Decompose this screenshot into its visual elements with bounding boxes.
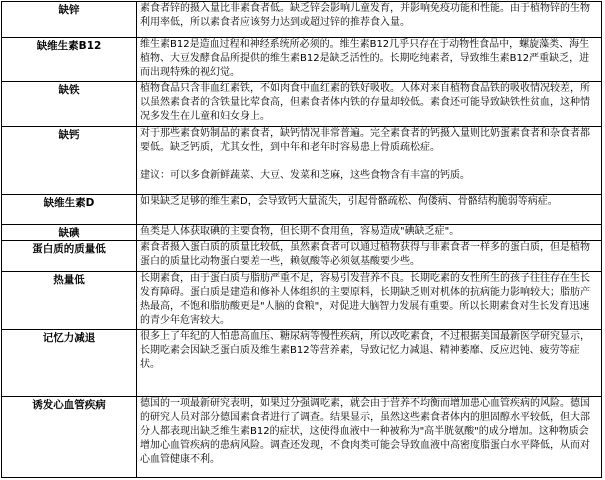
row-description: 德国的一项最新研究表明，如果过分强调吃素，就会由于营养不均衡而增加患心血管疾病的风险。德国的研究人员对部分德国素食者进行了调查。结果显示，虽然这些素食者体内的胆固醇水平较低，但大部分人都表现出缺乏维生素B12的症状，这使得血液中一种被称为"高半胱氨酸"的成分增加。这种物质会增加心血管疾病的患病风险。调查还发现，不食肉类可能会导致血液中高密度脂蛋白水平降低，从而对心血管健康不利。	[140, 398, 590, 465]
table-row	[2, 195, 601, 225]
row-heading: 缺锌	[2, 2, 137, 37]
table-row	[2, 330, 601, 397]
row-heading: 蛋白质的质量低	[2, 241, 137, 271]
nutrition-table	[1, 1, 602, 478]
table-row	[2, 272, 601, 330]
row-heading: 缺钙	[2, 127, 137, 194]
row-heading: 热量低	[2, 272, 137, 329]
table-row	[2, 38, 601, 82]
row-heading: 缺维生素D	[2, 195, 137, 224]
row-description: 维生素B12是造血过程和神经系统所必须的。维生素B12几乎只存在于动物性食品中，螺旋藻类、海生植物、大豆发酵食品所提供的维生素B12是缺乏活性的。长期吃纯素者，导致维生素B12严重缺乏，进而出现特殊的视幻觉。	[140, 39, 590, 78]
table-row	[2, 241, 601, 272]
row-description: 长期素食，由于蛋白质与脂肪严重不足，容易引发营养不良。长期吃素的女性所生的孩子往往存在生长发育障碍。蛋白质是建造和修补人体组织的主要原料，长期缺乏则对机体的抗病能力影响较大；脂肪产热最高，不饱和脂肪酸更是"人脑的食粮"，对促进大脑智力发展有重要。所以长期素食对生长发育迅速的青少年危害较大。	[140, 273, 590, 326]
row-description: 如果缺乏足够的维生素D，会导致钙大量流失，引起骨骼疏松、佝偻病、骨骼结构脆弱等病症。	[140, 196, 558, 207]
row-heading: 诱发心血管疾病	[2, 397, 137, 477]
row-description: 很多上了年纪的人怕患高血压、糖尿病等慢性疾病，所以改吃素食，不过根据美国最新医学研究显示，长期吃素会因缺乏蛋白质及维生素B12等营养素，导致记忆力减退、精神萎靡、反应迟钝、疲劳等症状。	[140, 331, 590, 370]
table-row	[2, 225, 601, 241]
row-description: 素食者摄入蛋白质的质量比较低，虽然素食者可以通过植物获得与非素食者一样多的蛋白质，但是植物蛋白的质量比动物蛋白要差一些，赖氨酸等必须氨基酸要少些。	[140, 242, 590, 267]
row-description: 素食者锌的摄入量比非素食者低。缺乏锌会影响儿童发育，并影响免疫功能和性能。由于植物锌的生物利用率低，所以素食者应该努力达到或超过锌的推荐食入量。	[140, 3, 590, 28]
table-row	[2, 82, 601, 127]
row-heading: 记忆力减退	[2, 330, 137, 396]
table-row	[2, 2, 601, 38]
row-heading: 缺铁	[2, 82, 137, 126]
row-description: 植物食品只含非血红素铁，不如肉食中血红素的铁好吸收。人体对来自植物食品铁的吸收情况较差，所以虽然素食者的含铁量比荤食高，但素食者体内铁的存量却较低。素食还可能导致缺铁性贫血，这种情况多发生在儿童和妇女身上。	[140, 83, 590, 122]
row-heading: 缺维生素B12	[2, 38, 137, 81]
row-description: 对于那些素食奶制品的素食者，缺钙情况非常普遍。完全素食者的钙摄入量则比奶蛋素食者和杂食者都要低。缺乏钙质，尤其女性，到中年和老年时容易患上骨质疏松症。 建议：可以多食新鲜蔬菜、大豆、发菜和芝麻，这些食物含有丰富的钙质。	[140, 128, 590, 181]
row-heading: 缺碘	[2, 225, 137, 240]
table-row	[2, 127, 601, 195]
table-row	[2, 397, 601, 477]
row-description: 鱼类是人体获取碘的主要食物，但长期不食用鱼，容易造成"碘缺乏症"。	[140, 226, 460, 237]
